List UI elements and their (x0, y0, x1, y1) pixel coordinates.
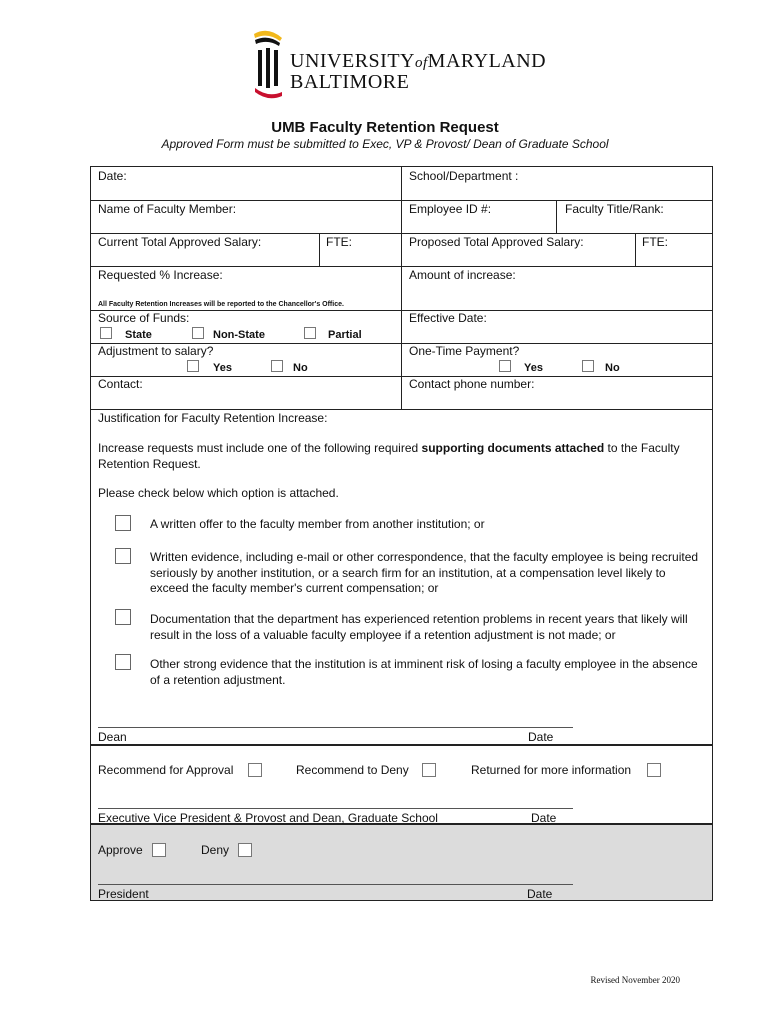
approve-label: Approve (98, 843, 143, 857)
deny-checkbox[interactable] (238, 843, 252, 857)
one-time-payment-label: One-Time Payment? (409, 344, 520, 358)
dean-label: Dean (98, 730, 127, 744)
chancellor-note: All Faculty Retention Increases will be reported to the Chancellor's Office. (98, 301, 344, 308)
date-label: Date: (98, 169, 127, 183)
one-time-no-checkbox[interactable] (582, 360, 594, 372)
state-checkbox[interactable] (100, 327, 112, 339)
faculty-name-label: Name of Faculty Member: (98, 202, 237, 216)
requirements-text: Increase requests must include one of the following required supporting documents attached to the Faculty Retention Request. (98, 441, 680, 471)
evp-label: Executive Vice President & Provost and Dean, Graduate School (98, 811, 438, 825)
recommend-deny-label: Recommend to Deny (296, 763, 409, 777)
option-1-text: A written offer to the faculty member from another institution; or (150, 517, 485, 531)
form-title: UMB Faculty Retention Request (271, 119, 499, 136)
proposed-salary-label: Proposed Total Approved Salary: (409, 235, 584, 249)
deny-label: Deny (201, 843, 230, 857)
retention-form (90, 166, 713, 901)
option-2-checkbox[interactable] (115, 548, 131, 564)
dean-signature-line[interactable] (98, 727, 573, 728)
president-section (91, 825, 712, 900)
recommend-deny-checkbox[interactable] (422, 763, 436, 777)
partial-checkbox[interactable] (304, 327, 316, 339)
dean-date-label: Date (528, 730, 554, 744)
recommend-approval-label: Recommend for Approval (98, 763, 234, 777)
adjustment-yes-label: Yes (213, 362, 232, 374)
contact-label: Contact: (98, 377, 143, 391)
approve-checkbox[interactable] (152, 843, 166, 857)
returned-label: Returned for more information (471, 763, 632, 777)
option-4-text: Other strong evidence that the institution is at imminent risk of losing a faculty employee in the absence of a retention adjustment. (150, 657, 698, 687)
non-state-label: Non-State (213, 329, 265, 341)
option-1-checkbox[interactable] (115, 515, 131, 531)
current-salary-label: Current Total Approved Salary: (98, 235, 262, 249)
option-3-text: Documentation that the department has experienced retention problems in recent years that likely will result in the loss of a valuable faculty employee if a retention adjustment is not made; or (150, 612, 688, 642)
check-below-text: Please check below which option is attached. (98, 486, 339, 500)
fte-label-2: FTE: (642, 235, 668, 249)
recommend-approval-checkbox[interactable] (248, 763, 262, 777)
one-time-no-label: No (605, 362, 620, 374)
school-department-label: School/Department : (409, 169, 519, 183)
returned-checkbox[interactable] (647, 763, 661, 777)
university-logo (252, 28, 547, 100)
president-label: President (98, 887, 149, 901)
effective-date-label: Effective Date: (409, 311, 487, 325)
option-4-checkbox[interactable] (115, 654, 131, 670)
faculty-title-label: Faculty Title/Rank: (565, 202, 664, 216)
president-date-label: Date (527, 887, 553, 901)
form-subtitle: Approved Form must be submitted to Exec, VP & Provost/ Dean of Graduate School (161, 137, 609, 151)
requested-increase-label: Requested % Increase: (98, 268, 223, 282)
state-label: State (125, 329, 152, 341)
amount-increase-label: Amount of increase: (409, 268, 516, 282)
partial-label: Partial (328, 329, 362, 341)
one-time-yes-checkbox[interactable] (499, 360, 511, 372)
fte-label-1: FTE: (326, 235, 352, 249)
employee-id-label: Employee ID #: (409, 202, 492, 216)
adjustment-label: Adjustment to salary? (98, 344, 214, 358)
source-of-funds-label: Source of Funds: (98, 311, 190, 325)
adjustment-no-label: No (293, 362, 308, 374)
logo-line-1: UNIVERSITYofMARYLAND (290, 50, 547, 72)
revised-date: Revised November 2020 (590, 975, 680, 985)
contact-phone-label: Contact phone number: (409, 377, 535, 391)
adjustment-no-checkbox[interactable] (271, 360, 283, 372)
evp-signature-line[interactable] (98, 808, 573, 809)
president-signature-line[interactable] (98, 884, 573, 885)
option-2-text: Written evidence, including e-mail or other correspondence, that the faculty employee is being recruited seriously by another institution, or a search firm for an institution, at a compensation level likely to exceed the faculty member's current compensation; or (150, 550, 699, 595)
justification-heading: Justification for Faculty Retention Increase: (98, 411, 328, 425)
university-seal-icon (252, 28, 286, 100)
evp-date-label: Date (531, 811, 557, 825)
non-state-checkbox[interactable] (192, 327, 204, 339)
one-time-yes-label: Yes (524, 362, 543, 374)
option-3-checkbox[interactable] (115, 609, 131, 625)
logo-line-2: BALTIMORE (290, 71, 410, 93)
adjustment-yes-checkbox[interactable] (187, 360, 199, 372)
